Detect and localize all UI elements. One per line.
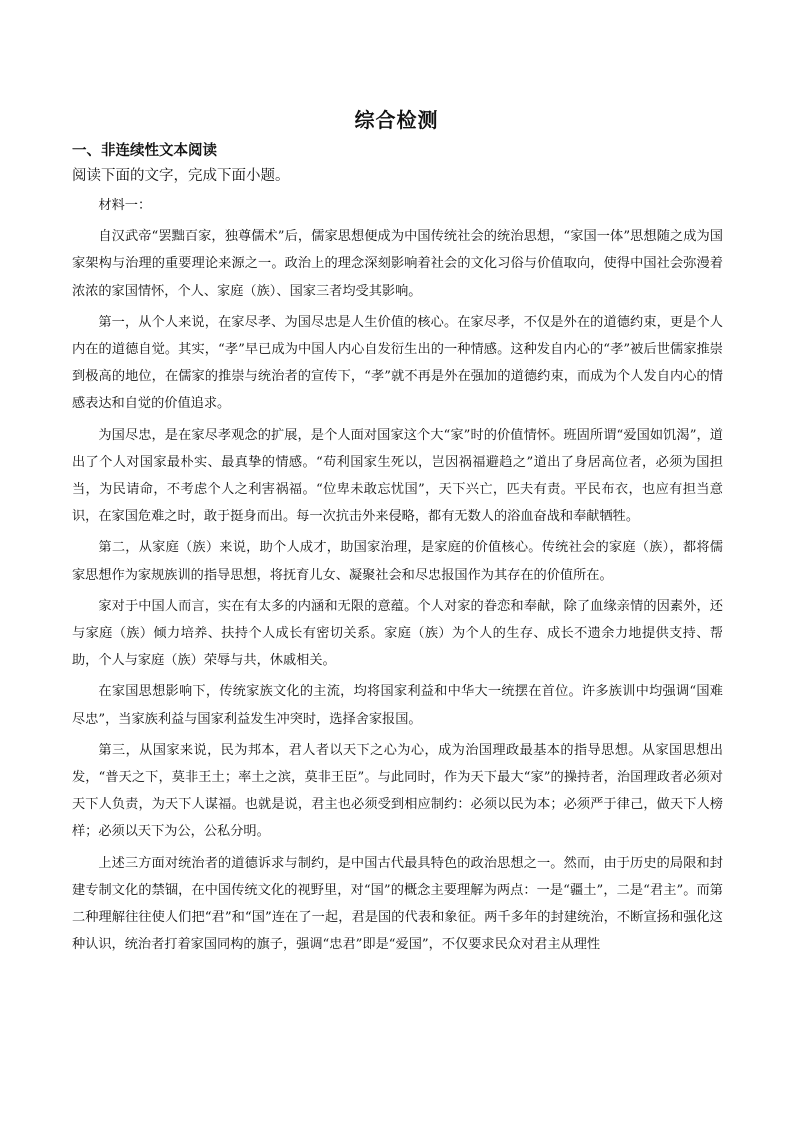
paragraph: 第一，从个人来说，在家尽孝、为国尽忠是人生价值的核心。在家尽孝，不仅是外在的道德约束，更是个人内在的道德自觉。其实，“孝”早已成为中国人内心自发衍生出的一种情感。这种发自内心的“孝”被后世儒家推崇到极高的地位，在儒家的推崇与统治者的宣传下，“孝”就不再是外在强加的道德约束，而成为个人发自内心的情感表达和自觉的价值追求。 <box>72 314 723 412</box>
article-body <box>72 192 723 958</box>
reading-instruction: 阅读下面的文字，完成下面小题。 <box>72 168 290 184</box>
section-heading: 一、非连续性文本阅读 <box>72 143 217 159</box>
paragraph: 自汉武帝“罢黜百家，独尊儒术”后，儒家思想便成为中国传统社会的统治思想，“家国一体”思想随之成为国家架构与治理的重要理论来源之一。政治上的理念深刻影响着社会的文化习俗与价值取向，使得中国社会弥漫着浓浓的家国情怀，个人、家庭（族）、国家三者均受其影响。 <box>72 229 723 299</box>
paragraph: 第三，从国家来说，民为邦本，君人者以天下之心为心，成为治国理政最基本的指导思想。从家国思想出发，“普天之下，莫非王土；率土之滨，莫非王臣”。与此同时，作为天下最大“家”的操持者，治国理政者必须对天下人负责，为天下人谋福。也就是说，君主也必须受到相应制约：必须以民为本；必须严于律己，做天下人榜样；必须以天下为公，公私分明。 <box>72 742 723 840</box>
paragraph: 在家国思想影响下，传统家族文化的主流，均将国家利益和中华大一统摆在首位。许多族训中均强调“国难尽忠”，当家族利益与国家利益发生冲突时，选择舍家报国。 <box>72 684 723 727</box>
paragraph: 第二，从家庭（族）来说，助个人成才，助国家治理，是家庭的价值核心。传统社会的家庭（族），都将儒家思想作为家规族训的指导思想，将抚育儿女、凝聚社会和尽忠报国作为其存在的价值所在。 <box>72 540 723 583</box>
paragraph: 上述三方面对统治者的道德诉求与制约，是中国古代最具特色的政治思想之一。然而，由于历史的局限和封建专制文化的禁锢，在中国传统文化的视野里，对“国”的概念主要理解为两点：一是“疆土”，二是“君主”。而第二种理解往往使人们把“君”和“国”连在了一起，君是国的代表和象征。两千多年的封建统治，不断宣扬和强化这种认识，统治者打着家国同构的旗子，强调“忠君”即是“爱国”，不仅要求民众对君主从理性 <box>72 855 723 953</box>
material-label: 材料一： <box>98 198 152 213</box>
document-title: 综合检测 <box>354 108 439 132</box>
paragraph: 为国尽忠，是在家尽孝观念的扩展，是个人面对国家这个大“家”时的价值情怀。班固所谓“爱国如饥渴”，道出了个人对国家最朴实、最真挚的情感。“苟利国家生死以，岂因祸福避趋之”道出了身居高位者，必须为国担当，为民请命，不考虑个人之利害祸福。“位卑未敢忘忧国”，天下兴亡，匹夫有责。平民布衣，也应有担当意识，在家国危难之时，敢于挺身而出。每一次抗击外来侵略，都有无数人的浴血奋战和奉献牺牲。 <box>72 427 723 525</box>
paragraph: 家对于中国人而言，实在有太多的内涵和无限的意蕴。个人对家的眷恋和奉献，除了血缘亲情的因素外，还与家庭（族）倾力培养、扶持个人成长有密切关系。家庭（族）为个人的生存、成长不遗余力地提供支持、帮助，个人与家庭（族）荣辱与共，休戚相关。 <box>72 598 723 669</box>
